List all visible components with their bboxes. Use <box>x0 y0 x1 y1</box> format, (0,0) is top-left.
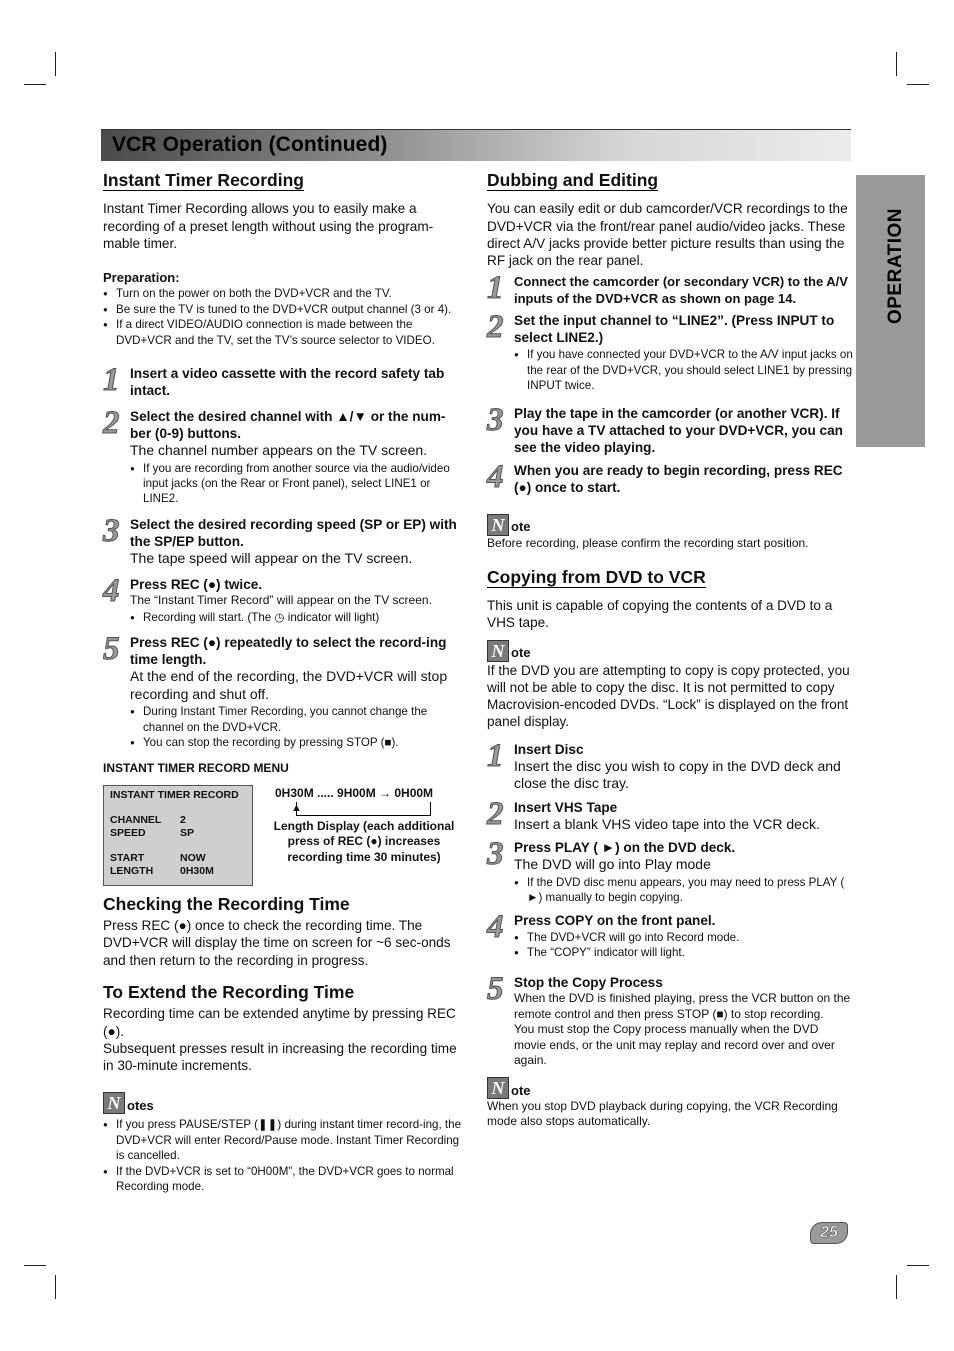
note-word: ote <box>511 1082 531 1098</box>
copying-step-3 <box>487 836 853 905</box>
notes-word: otes <box>127 1098 154 1114</box>
checking-text: Press REC (●) once to check the recording time. The DVD+VCR will display the time on screen for ~6 sec-onds and then return to the recording in progress. <box>103 918 451 968</box>
step-title: Press PLAY ( ►) on the DVD deck. <box>514 840 736 856</box>
prep-title: Preparation: <box>103 270 180 286</box>
list-item: ● If a direct VIDEO/AUDIO connection is made between the DVD+VCR and the TV, set the TV’s source selector to VIDEO. <box>103 317 463 348</box>
crop-mark <box>55 1275 56 1299</box>
menu-key: SPEED <box>110 826 146 839</box>
copying-note: If the DVD you are attempting to copy is copy protected, you will not be able to copy the disc. It is not permitted to copy Macrovision-encoded DVDs. “Lock” is displayed on the front panel display. <box>487 662 850 730</box>
note-n-icon: N <box>103 1092 125 1114</box>
extend-text-2: Subsequent presses result in increasing the recording time in 30-minute increments. <box>103 1040 457 1074</box>
dubbing-step-3 <box>487 401 853 456</box>
dubbing-note: Before recording, please confirm the recording start position. <box>487 535 809 550</box>
page-title: VCR Operation (Continued) <box>112 133 388 156</box>
copying-step-2 <box>487 795 853 834</box>
step-title: Press REC (●) repeatedly to select the record-ing time length. <box>130 635 447 668</box>
note-word: ote <box>511 519 531 535</box>
step-title: Select the desired recording speed (SP or EP) with the SP/EP button. <box>130 516 457 549</box>
step-title: Press REC (●) twice. <box>130 577 263 593</box>
page-banner <box>101 129 851 161</box>
step-desc: Insert the disc you wish to copy in the DVD deck and close the disc tray. <box>514 757 841 792</box>
step-number: 3 <box>487 401 504 438</box>
list-item: ● If you have connected your DVD+VCR to the A/V input jacks on the rear of the DVD+VCR, you should select LINE1 by pressing INPUT twice. <box>514 347 853 393</box>
length-caption: Length Display (each additional press of REC (●) increases recording time 30 minutes) <box>273 818 455 864</box>
step-number: 3 <box>487 836 504 873</box>
step-desc: When the DVD is finished playing, press the VCR button on the remote control and then press STOP (■) to stop recording. <box>514 991 851 1021</box>
step-desc: The tape speed will appear on the TV screen. <box>130 549 413 566</box>
step-title: Stop the Copy Process <box>514 975 663 991</box>
step-title: Play the tape in the camcorder (or another VCR). If you have a TV attached to your DVD+VCR, you can see the video playing. <box>514 405 843 455</box>
step-desc: The “Instant Timer Record” will appear on the TV screen. <box>130 593 432 608</box>
side-tab-label: OPERATION <box>885 207 906 325</box>
length-bracket <box>296 802 431 816</box>
notes-header <box>103 1092 463 1114</box>
instant-step-3 <box>103 512 463 568</box>
step-desc: At the end of the recording, the DVD+VCR will stop recording and shut off. <box>130 668 448 702</box>
crop-mark <box>907 84 929 85</box>
step-number: 5 <box>103 631 120 668</box>
list-item: ● During Instant Timer Recording, you cannot change the channel on the DVD+VCR. <box>130 704 463 735</box>
instant-heading: Instant Timer Recording <box>103 170 304 190</box>
step-number: 2 <box>487 795 504 832</box>
step-number: 5 <box>487 971 504 1008</box>
copying-heading: Copying from DVD to VCR <box>487 566 706 587</box>
dubbing-step-2 <box>487 309 853 393</box>
step-title: Set the input channel to “LINE2”. (Press INPUT to select LINE2.) <box>514 313 835 346</box>
step-number: 1 <box>487 270 504 307</box>
step-title: Insert Disc <box>514 741 584 757</box>
step-title: Select the desired channel with ▲/▼ or the num-ber (0-9) buttons. <box>130 409 446 442</box>
list-item: ● If you press PAUSE/STEP (❚❚) during instant timer record-ing, the DVD+VCR will enter Record/Pause mode. Instant Timer Recording is cancelled. <box>103 1117 463 1163</box>
step-title: Connect the camcorder (or secondary VCR) to the A/V inputs of the DVD+VCR as shown on page 14. <box>514 274 848 307</box>
extend-heading: To Extend the Recording Time <box>103 981 355 1002</box>
left-column <box>103 172 463 1194</box>
timer-menu-screen <box>103 785 253 886</box>
note-word: ote <box>511 645 531 661</box>
arrow-up-icon: ▲ <box>291 801 302 814</box>
step-number: 2 <box>487 309 504 346</box>
instant-step-1 <box>103 362 463 399</box>
note-n-icon: N <box>487 514 509 536</box>
section-side-tab <box>856 175 925 447</box>
dubbing-note-header <box>487 514 853 536</box>
dubbing-intro: You can easily edit or dub camcorder/VCR recordings to the DVD+VCR via the front/rear panel audio/video jacks. These direct A/V jacks provide better picture results than using the RF jack on the rear panel. <box>487 201 848 269</box>
crop-mark <box>55 52 56 76</box>
step-number: 1 <box>103 362 120 399</box>
step-number: 1 <box>487 737 504 774</box>
list-item: ● If the DVD disc menu appears, you may need to press PLAY ( ►) manually to begin copying. <box>514 875 853 906</box>
step-number: 3 <box>103 512 120 549</box>
step-number: 4 <box>487 458 504 495</box>
step-bullets <box>514 875 853 906</box>
copying-step-4 <box>487 908 853 961</box>
list-item: ● The “COPY” indicator will light. <box>514 945 853 960</box>
dubbing-heading: Dubbing and Editing <box>487 170 659 190</box>
list-item: ● Be sure the TV is tuned to the DVD+VCR output channel (3 or 4). <box>103 302 463 317</box>
crop-mark <box>907 1265 929 1266</box>
instant-intro: Instant Timer Recording allows you to easily make a recording of a preset length without using the program-mable timer. <box>103 201 434 251</box>
notes-list <box>103 1117 463 1194</box>
list-item: ● The DVD+VCR will go into Record mode. <box>514 930 853 945</box>
list-item: ● Turn on the power on both the DVD+VCR and the TV. <box>103 286 463 301</box>
copying-step-5 <box>487 971 853 1069</box>
list-item: ● You can stop the recording by pressing STOP (■). <box>130 735 463 750</box>
right-column <box>487 172 853 1130</box>
step-desc: Insert a blank VHS video tape into the VCR deck. <box>514 815 820 832</box>
list-item: ● If the DVD+VCR is set to “0H00M”, the DVD+VCR goes to normal Recording mode. <box>103 1164 463 1195</box>
dubbing-step-1 <box>487 270 853 307</box>
crop-mark <box>896 1275 897 1299</box>
step-number: 4 <box>103 573 120 610</box>
step-title: Press COPY on the front panel. <box>514 912 716 928</box>
crop-mark <box>24 84 46 85</box>
step-desc: The channel number appears on the TV screen. <box>130 442 428 459</box>
step-bullets <box>514 930 853 961</box>
list-item: ● Recording will start. (The ◷ indicator will light) <box>130 610 463 625</box>
step-title: Insert a video cassette with the record safety tab intact. <box>130 366 445 399</box>
length-sequence: 0H30M ..... 9H00M → 0H00M <box>275 785 434 800</box>
copying-note-2: When you stop DVD playback during copying, the VCR Recording mode also stops automatically. <box>487 1098 838 1129</box>
step-bullets <box>130 461 463 507</box>
step-number: 4 <box>487 908 504 945</box>
menu-title: INSTANT TIMER RECORD <box>110 788 239 801</box>
menu-label: INSTANT TIMER RECORD MENU <box>103 761 289 776</box>
checking-heading: Checking the Recording Time <box>103 893 350 914</box>
menu-value: 2 <box>180 814 186 827</box>
step-title: Insert VHS Tape <box>514 799 618 815</box>
list-item: ● If you are recording from another source via the audio/video input jacks (on the Rear or Front panel), select LINE1 or LINE2. <box>130 461 463 507</box>
copying-note2-header <box>487 1077 853 1099</box>
step-desc: You must stop the Copy process manually when the DVD movie ends, or the unit may replay and record over and over again. <box>514 1022 835 1068</box>
note-n-icon: N <box>487 640 509 662</box>
copying-note-header <box>487 640 853 662</box>
step-bullets <box>514 347 853 393</box>
dubbing-step-4 <box>487 458 853 496</box>
menu-key: CHANNEL <box>110 814 162 827</box>
instant-step-2 <box>103 405 463 507</box>
step-number: 2 <box>103 405 120 442</box>
menu-value: NOW <box>180 852 206 865</box>
page-number: 25 <box>810 1222 848 1244</box>
menu-value: 0H30M <box>180 864 214 877</box>
step-bullets <box>130 610 463 625</box>
extend-text-1: Recording time can be extended anytime by pressing REC (●). <box>103 1006 456 1039</box>
step-title: When you are ready to begin recording, press REC (●) once to start. <box>514 462 843 495</box>
step-desc: The DVD will go into Play mode <box>514 856 711 873</box>
prep-list <box>103 286 463 348</box>
instant-step-5 <box>103 631 463 750</box>
instant-step-4 <box>103 573 463 625</box>
menu-value: SP <box>180 826 195 839</box>
timer-menu-illustration <box>103 785 463 893</box>
copying-intro: This unit is capable of copying the contents of a DVD to a VHS tape. <box>487 598 833 631</box>
menu-key: START <box>110 852 145 865</box>
crop-mark <box>24 1265 46 1266</box>
menu-key: LENGTH <box>110 864 154 877</box>
crop-mark <box>896 52 897 76</box>
copying-step-1 <box>487 737 853 793</box>
note-n-icon: N <box>487 1077 509 1099</box>
step-bullets <box>130 704 463 750</box>
